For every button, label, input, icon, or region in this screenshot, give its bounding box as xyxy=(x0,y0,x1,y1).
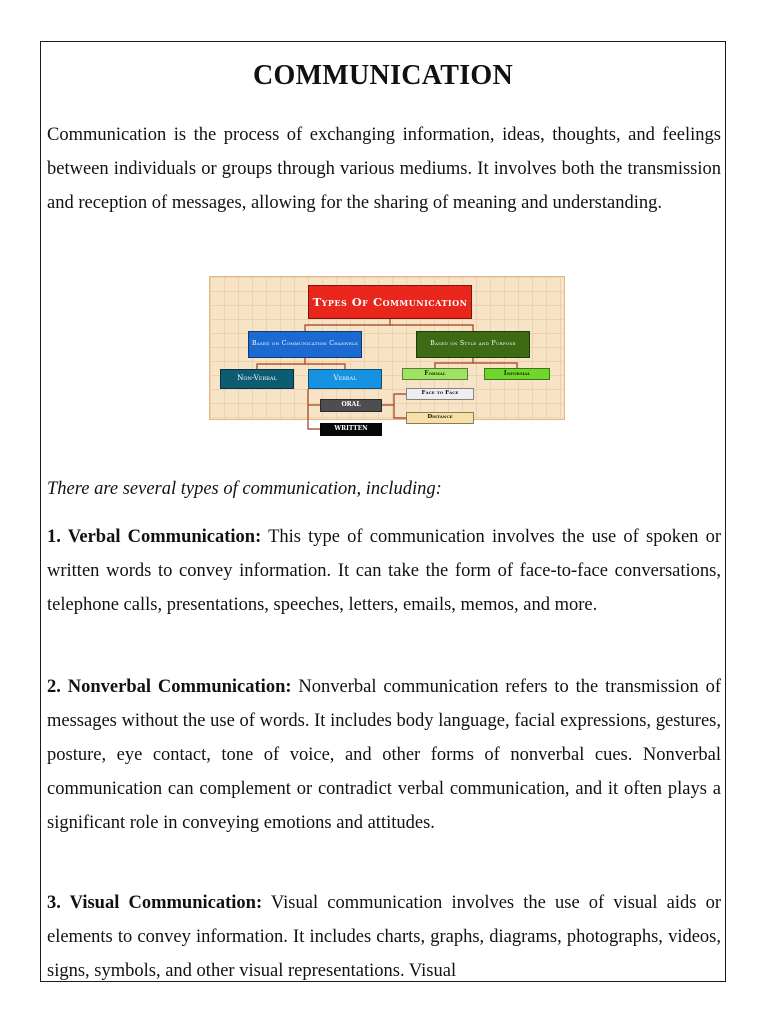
diagram-style-box: Based on Style and Purpose xyxy=(416,331,530,358)
section-heading: 2. Nonverbal Communication: xyxy=(47,677,292,697)
section-body: Visual communication involves the use of visual aids or elements to convey information. It includes charts, graphs, diagrams, photographs, videos, signs, symbols, and other visual representations. Visual xyxy=(47,893,722,981)
diagram-channels-box: Based on Communication Channels xyxy=(248,331,362,358)
connector-verbal-written xyxy=(308,389,320,429)
diagram-root-box: Types Of Communication xyxy=(308,285,472,319)
section-heading: 1. Verbal Communication: xyxy=(47,527,262,547)
section-nonverbal xyxy=(47,670,721,840)
diagram-oral-box: ORAL xyxy=(320,399,382,412)
diagram-informal-box: Informal xyxy=(484,368,550,380)
connector-oral-distance xyxy=(394,405,406,418)
page-title: COMMUNICATION xyxy=(252,60,514,91)
connector-oral-face xyxy=(382,394,406,405)
connector-style-formal xyxy=(435,358,473,368)
section-visual xyxy=(47,886,721,982)
diagram-formal-box: Formal xyxy=(402,368,468,380)
connector-channels-nonverbal xyxy=(257,358,305,369)
section-heading: 3. Visual Communication: xyxy=(47,893,263,913)
diagram-distance-box: Distance xyxy=(406,412,474,424)
diagram-verbal-box: Verbal xyxy=(308,369,382,389)
connector-root-channels xyxy=(305,319,390,331)
diagram-face-to-face-box: Face to Face xyxy=(406,388,474,400)
page-border xyxy=(40,41,726,982)
intro-paragraph: Communication is the process of exchanging information, ideas, thoughts, and feelings between individuals or groups through various mediums. It involves both the transmission and reception of messages, allowing for the sharing of meaning and understanding. xyxy=(47,125,721,213)
lead-in-text: There are several types of communication, including: xyxy=(47,479,442,499)
section-body: Nonverbal communication refers to the transmission of messages without the use of words. It includes body language, facial expressions, gestures, posture, eye contact, tone of voice, and other forms of nonverbal cues. Nonverbal communication can complement or contradict verbal communication, and it often plays a significant role in conveying emotions and attitudes. xyxy=(47,677,721,833)
communication-types-diagram xyxy=(209,276,565,433)
diagram-written-box: WRITTEN xyxy=(320,423,382,436)
section-body: This type of communication involves the use of spoken or written words to convey information. It can take the form of face-to-face conversations, telephone calls, presentations, speeches, letters, emails, memos, and more. xyxy=(47,527,721,615)
section-verbal xyxy=(47,520,721,622)
diagram-nonverbal-box: Non-Verbal xyxy=(220,369,294,389)
